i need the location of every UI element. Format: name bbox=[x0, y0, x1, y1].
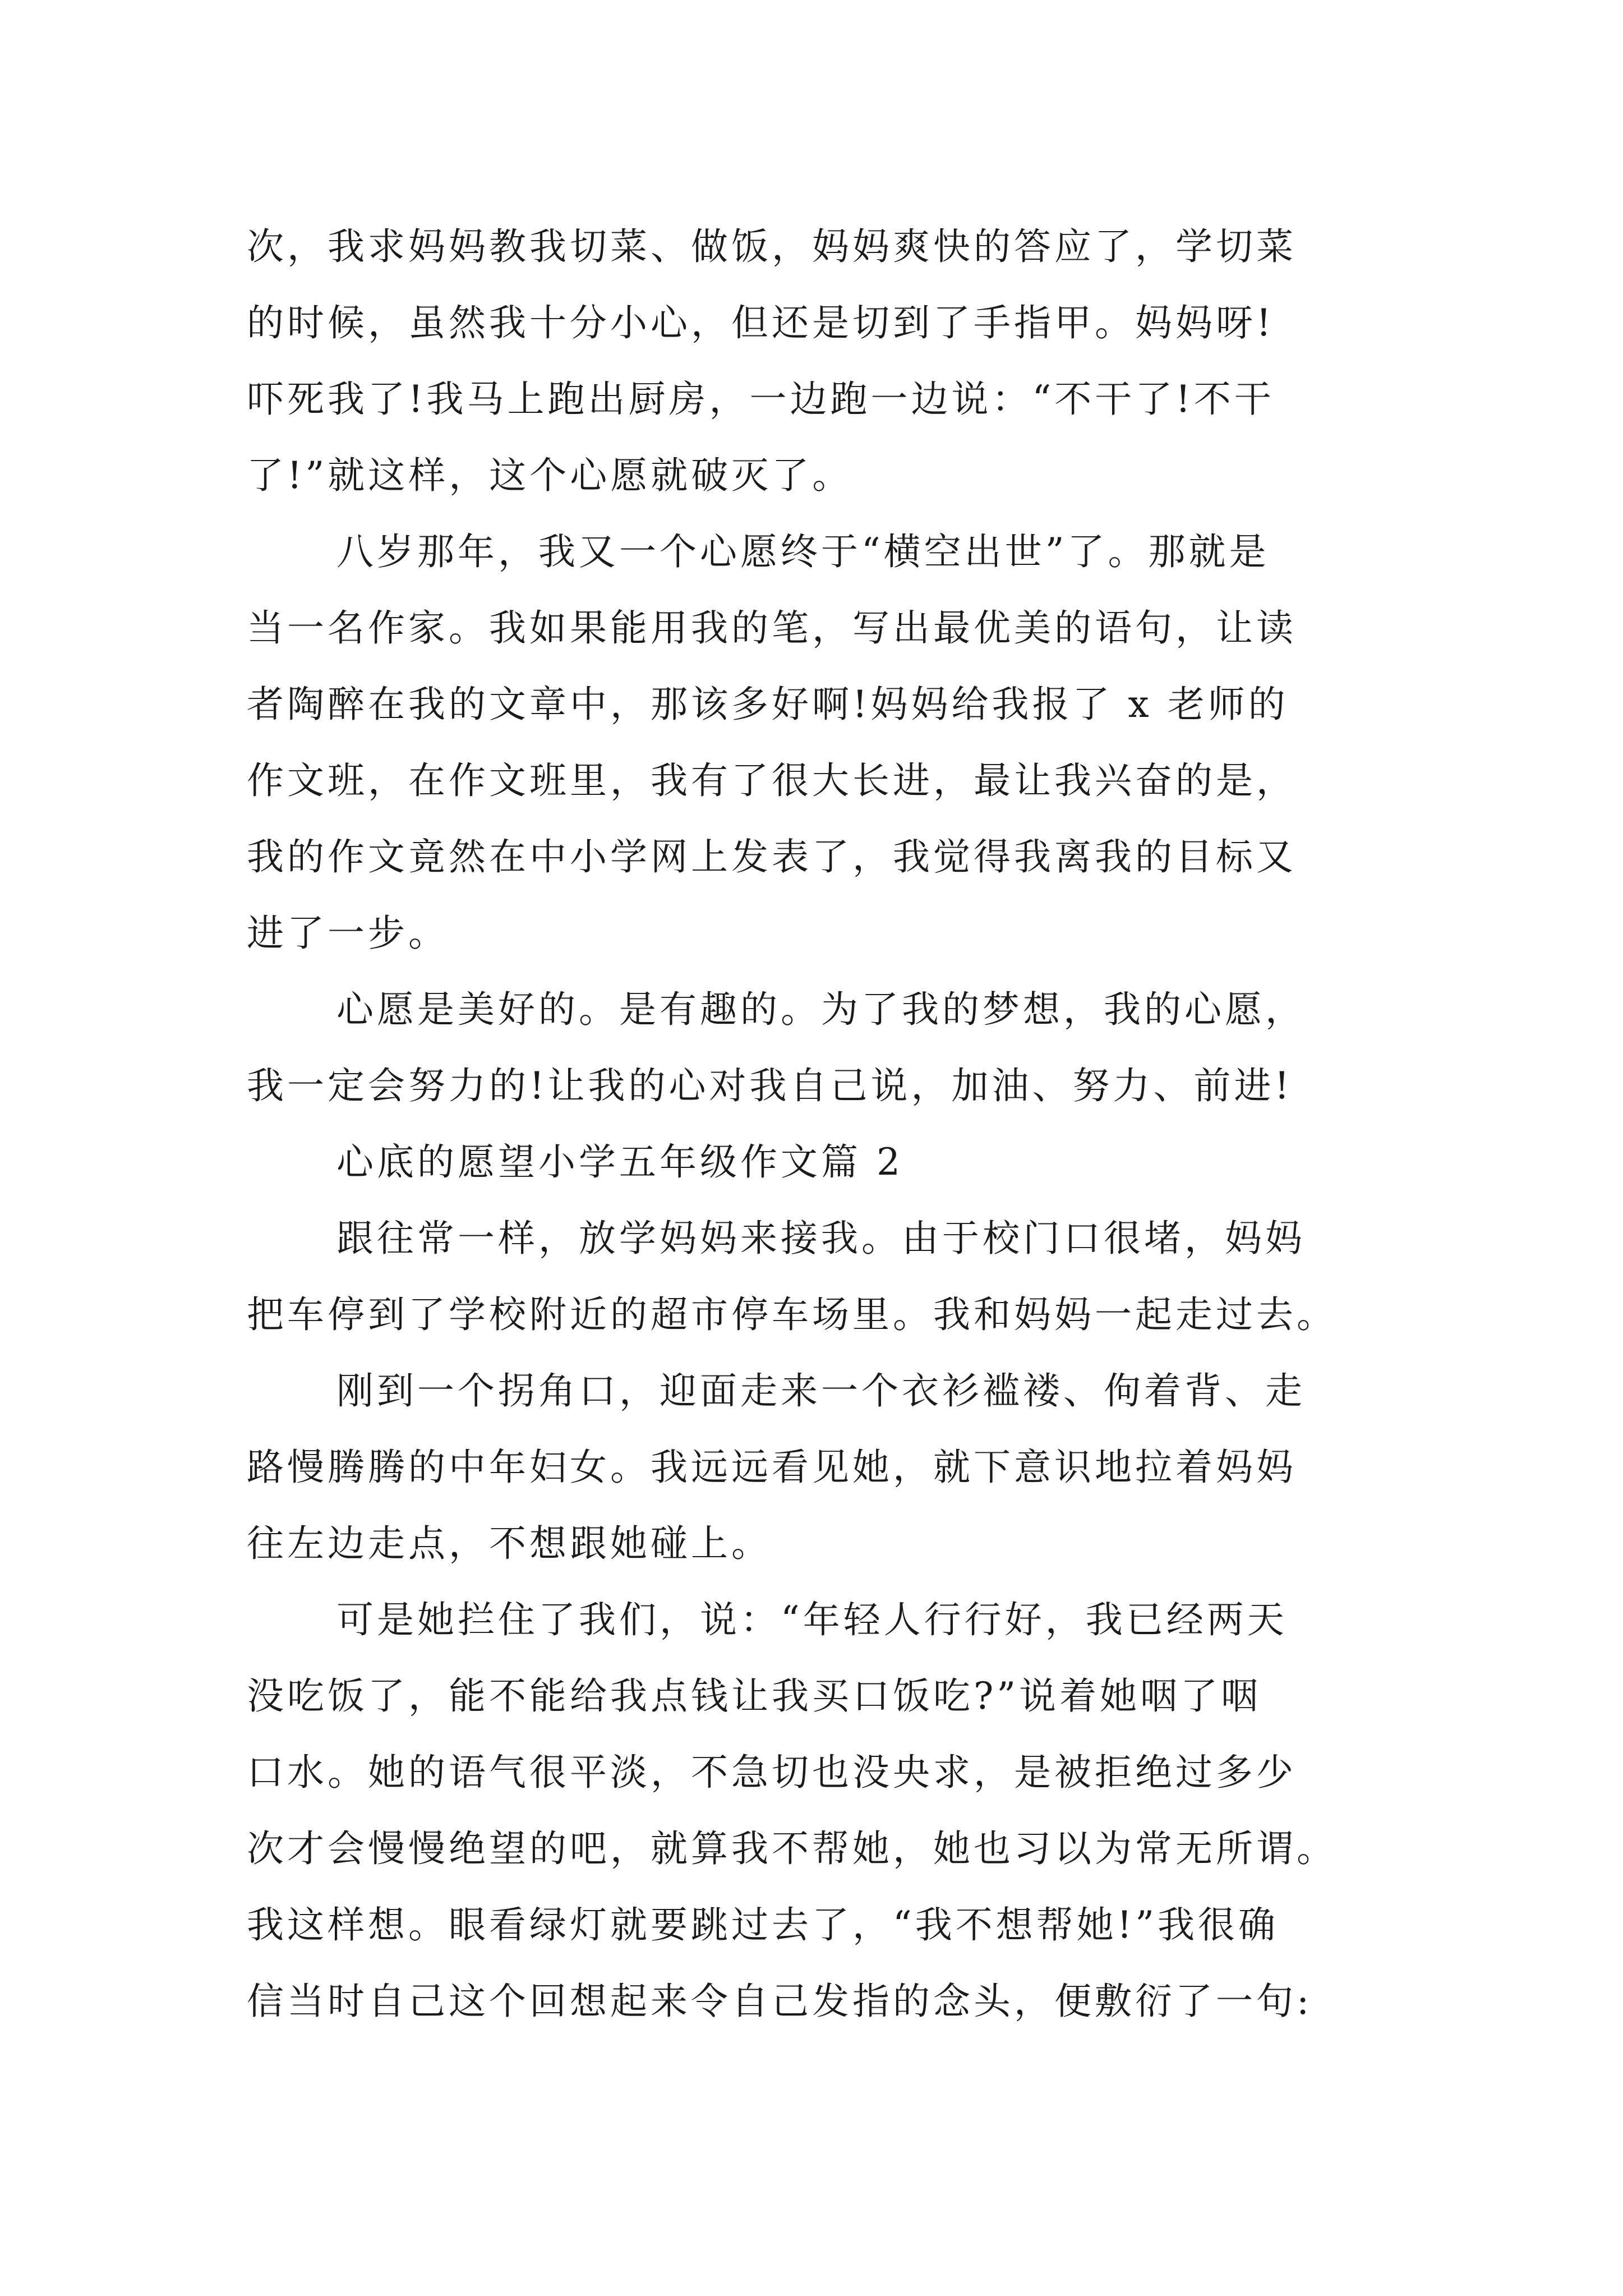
paragraph-first-line: 跟往常一样，放学妈妈来接我。由于校门口很堵，妈妈 bbox=[336, 1217, 1306, 1260]
paragraph-first-line: 刚到一个拐角口，迎面走来一个衣衫褴褛、佝着背、走 bbox=[336, 1369, 1306, 1412]
text-line: 作文班，在作文班里，我有了很大长进，最让我兴奋的是， bbox=[247, 759, 1297, 802]
text-line: 没吃饭了，能不能给我点钱让我买口饭吃?”说着她咽了咽 bbox=[247, 1674, 1262, 1718]
paragraph-first-line: 八岁那年，我又一个心愿终于“横空出世”了。那就是 bbox=[336, 530, 1270, 573]
text-line: 信当时自己这个回想起来令自己发指的念头，便敷衍了一句: bbox=[247, 1980, 1313, 2023]
text-line: 进了一步。 bbox=[247, 912, 449, 955]
text-line: 把车停到了学校附近的超市停车场里。我和妈妈一起走过去。 bbox=[247, 1293, 1337, 1336]
document-body bbox=[247, 209, 1391, 2040]
paragraph-first-line: 心愿是美好的。是有趣的。为了我的梦想，我的心愿， bbox=[336, 988, 1306, 1031]
section-heading: 心底的愿望小学五年级作文篇 2 bbox=[336, 1140, 903, 1184]
text-line: 的时候，虽然我十分小心，但还是切到了手指甲。妈妈呀! bbox=[247, 301, 1275, 344]
text-line: 次才会慢慢绝望的吧，就算我不帮她，她也习以为常无所谓。 bbox=[247, 1827, 1337, 1870]
text-line: 我的作文竟然在中小学网上发表了，我觉得我离我的目标又 bbox=[247, 835, 1297, 878]
paragraph-first-line: 可是她拦住了我们，说：“年轻人行行好，我已经两天 bbox=[336, 1598, 1288, 1641]
text-line: 口水。她的语气很平淡，不急切也没央求，是被拒绝过多少 bbox=[247, 1751, 1297, 1794]
text-line: 路慢腾腾的中年妇女。我远远看见她，就下意识地拉着妈妈 bbox=[247, 1446, 1297, 1489]
text-line: 往左边走点，不想跟她碰上。 bbox=[247, 1522, 772, 1565]
text-line: 我这样想。眼看绿灯就要跳过去了，“我不想帮她!”我很确 bbox=[247, 1903, 1279, 1947]
text-line: 当一名作家。我如果能用我的笔，写出最优美的语句，让读 bbox=[247, 606, 1297, 650]
text-line: 我一定会努力的!让我的心对我自己说，加油、努力、前进! bbox=[247, 1064, 1293, 1107]
text-line: 次，我求妈妈教我切菜、做饭，妈妈爽快的答应了，学切菜 bbox=[247, 225, 1297, 268]
text-line: 了!”就这样，这个心愿就破灭了。 bbox=[247, 454, 853, 497]
text-line: 者陶醉在我的文章中，那该多好啊!妈妈给我报了 x 老师的 bbox=[247, 683, 1289, 726]
text-line: 吓死我了!我马上跑出厨房，一边跑一边说：“不干了!不干 bbox=[247, 378, 1275, 421]
